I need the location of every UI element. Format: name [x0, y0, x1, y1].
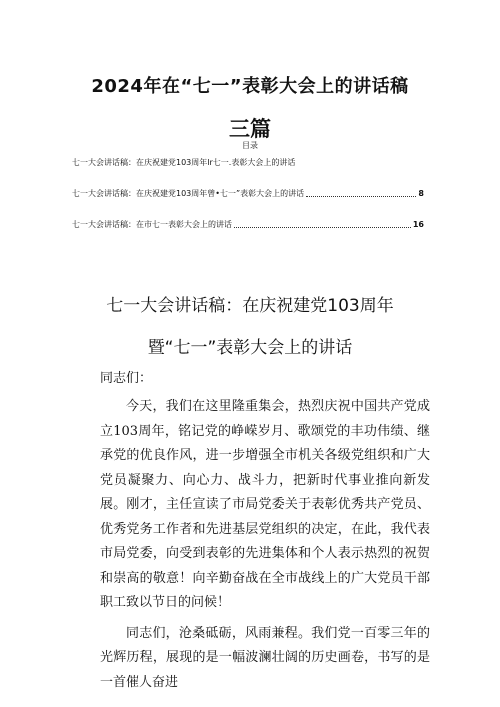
- toc-leader: [306, 195, 416, 197]
- toc-entry-text: 七一大会讲话稿：在庆祝建党103周年曾•七一”表彰大会上的讲话: [72, 189, 305, 198]
- section-title-line2: 暨“七一”表彰大会上的讲话: [147, 338, 353, 358]
- toc-entry[interactable]: [72, 189, 424, 199]
- toc-page-number: 8: [418, 189, 424, 198]
- toc-entry-text: 七一大会讲话稿：在市七一表彰大会上的讲话: [72, 220, 232, 229]
- salutation: 同志们：: [100, 371, 153, 386]
- toc-page-number: 16: [412, 220, 424, 229]
- document-title-line1: 2024年在“七一”表彰大会上的讲话稿: [91, 76, 409, 97]
- toc-leader: [234, 226, 411, 228]
- paragraph: 同志们，沧桑砥砺，风雨兼程。我们党一百零三年的光辉历程，展现的是一幅波澜壮阔的历史画卷，书写的是一首催人奋进: [100, 625, 430, 690]
- toc-heading: 目录: [242, 141, 258, 150]
- toc-entry[interactable]: [72, 158, 424, 168]
- speech-body: [100, 395, 430, 695]
- section-title-line1: 七一大会讲话稿：在庆祝建党103周年: [106, 296, 394, 316]
- document-title-line2: 三篇: [229, 117, 271, 141]
- toc-entry-text: 七一大会讲话稿：在庆祝建党103周年lr七一.表彰大会上的讲话: [72, 158, 296, 167]
- paragraph: 今天，我们在这里隆重集会，热烈庆祝中国共产党成立103周年，铭记党的峥嵘岁月、歌颂党的丰功伟绩、继承党的优良作风，进一步增强全市机关各级党组织和广大党员凝聚力、向心力、战斗力，把新时代事业推向新发展。刚才，主任宣读了市局党委关于表彰优秀共产党员、优秀党务工作者和先进基层党组织的决定，在此，我代表市局党委，向受到表彰的先进集体和个人表示热烈的祝贺和崇高的敬意！向辛勤奋战在全市战线上的广大党员干部职工致以节日的问候！: [100, 399, 430, 610]
- toc-entry[interactable]: [72, 220, 424, 230]
